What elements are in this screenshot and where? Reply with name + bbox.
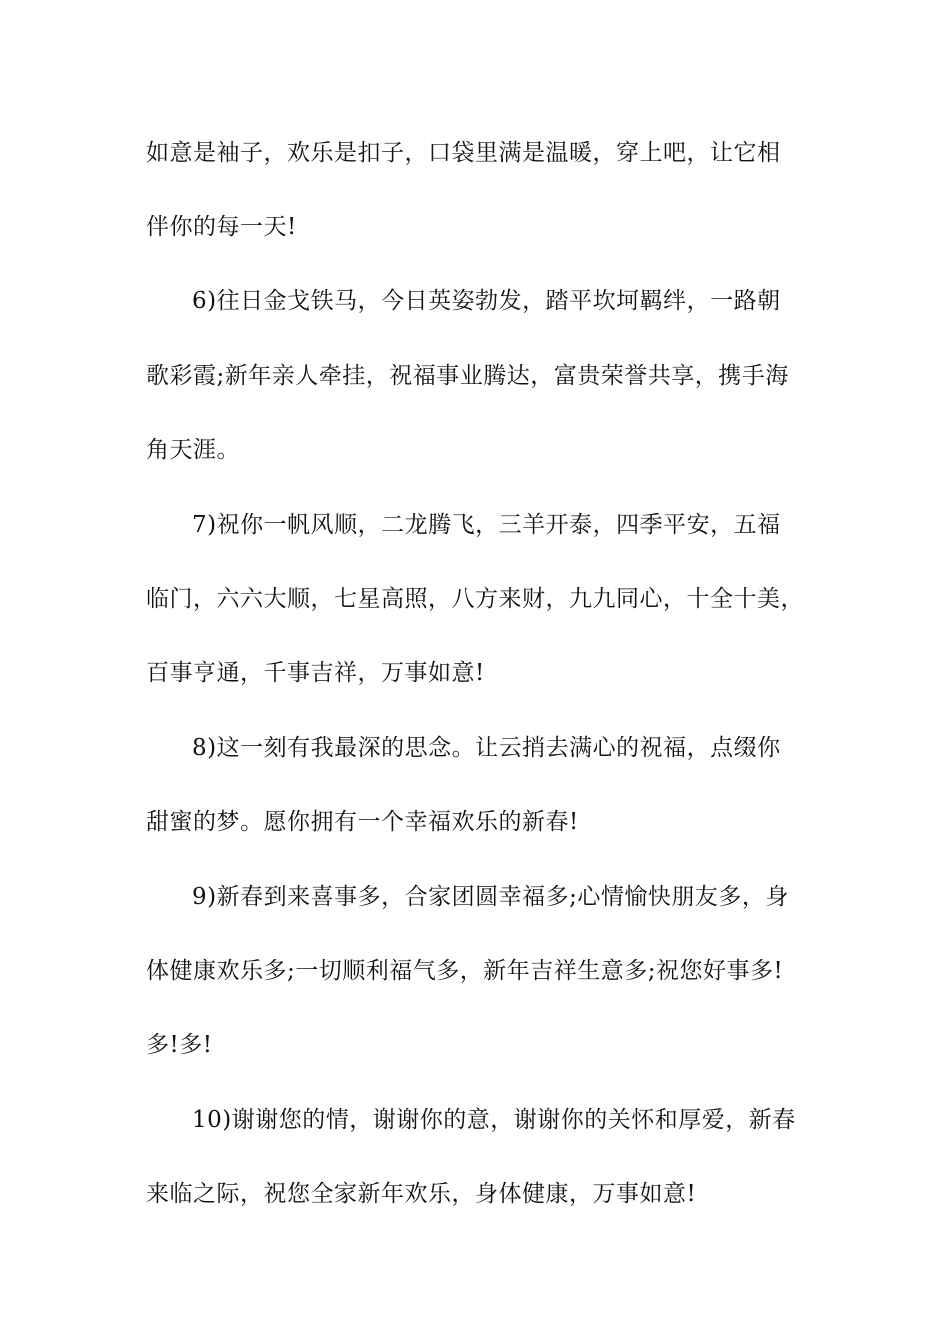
text-line: 多!多! (146, 1032, 213, 1058)
text-line: 歌彩霞;新年亲人牵挂，祝福事业腾达，富贵荣誉共享，携手海 (146, 363, 789, 389)
paragraph-6-start: 6)往日金戈铁马，今日英姿勃发，踏平坎坷羁绊，一路朝 (192, 288, 781, 314)
text-line: 甜蜜的梦。愿你拥有一个幸福欢乐的新春! (146, 809, 579, 835)
text-line: 伴你的每一天! (146, 214, 297, 240)
paragraph-7-start: 7)祝你一帆风顺，二龙腾飞，三羊开泰，四季平安，五福 (192, 512, 781, 538)
text-line: 角天涯。 (146, 437, 240, 463)
text-line: 来临之际，祝您全家新年欢乐，身体健康，万事如意! (146, 1181, 697, 1207)
text-line: 临门，六六大顺，七星高照，八方来财，九九同心，十全十美， (146, 586, 804, 612)
paragraph-10-start: 10)谢谢您的情，谢谢你的意，谢谢你的关怀和厚爱，新春 (192, 1107, 796, 1133)
text-line: 百事亨通，千事吉祥，万事如意! (146, 660, 485, 686)
text-line: 体健康欢乐多;一切顺利福气多，新年吉祥生意多;祝您好事多! (146, 958, 784, 984)
text-line: 如意是袖子，欢乐是扣子，口袋里满是温暖，穿上吧，让它相 (146, 140, 781, 166)
paragraph-9-start: 9)新春到来喜事多，合家团圆幸福多;心情愉快朋友多，身 (192, 884, 789, 910)
paragraph-8-start: 8)这一刻有我最深的思念。让云捎去满心的祝福，点缀你 (192, 735, 781, 761)
